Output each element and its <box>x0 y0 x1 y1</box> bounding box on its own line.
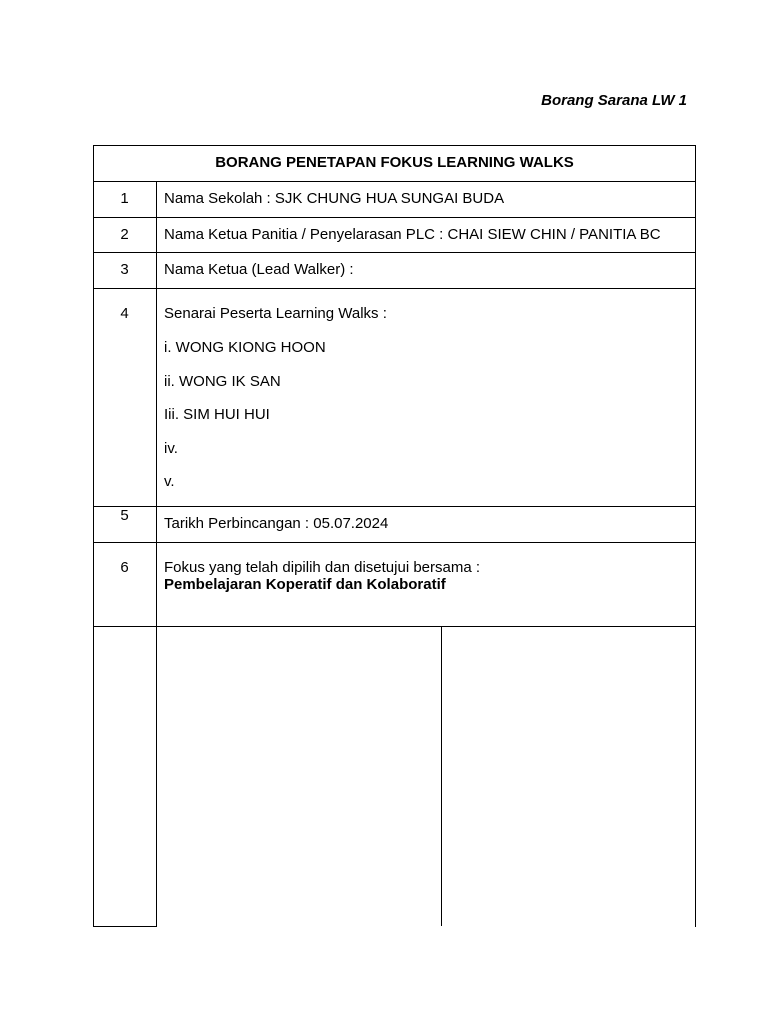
focus-label: Fokus yang telah dipilih dan disetujui bersama : <box>164 559 481 576</box>
selected-focus: Pembelajaran Koperatif dan Kolaboratif <box>164 576 446 593</box>
panel-head-name: Nama Ketua Panitia / Penyelarasan PLC : CHAI SIEW CHIN / PANITIA BC <box>164 226 661 243</box>
table-border-bottom <box>93 926 157 927</box>
form-title: BORANG PENETAPAN FOKUS LEARNING WALKS <box>215 154 574 171</box>
table-border-right <box>695 145 696 927</box>
row-divider <box>93 506 696 507</box>
participant-item: iv. <box>164 440 178 457</box>
participants-label: Senarai Peserta Learning Walks : <box>164 305 387 322</box>
participant-item: Iii. SIM HUI HUI <box>164 406 270 423</box>
row-divider <box>93 181 696 182</box>
row-number: 6 <box>120 559 129 576</box>
lower-column-divider <box>441 626 442 926</box>
row-number: 1 <box>120 190 129 207</box>
row-divider <box>93 217 696 218</box>
participant-item: i. WONG KIONG HOON <box>164 339 326 356</box>
row-divider <box>93 542 696 543</box>
row-number: 4 <box>120 305 129 322</box>
table-border-top <box>93 145 696 146</box>
row-number: 5 <box>120 507 129 524</box>
row-divider <box>93 626 696 627</box>
row-number: 2 <box>120 226 129 243</box>
row-number: 3 <box>120 261 129 278</box>
row-divider <box>93 252 696 253</box>
participant-item: ii. WONG IK SAN <box>164 373 281 390</box>
form-code: Borang Sarana LW 1 <box>541 92 687 109</box>
focus-form-table <box>93 145 696 927</box>
number-column-divider <box>156 181 157 927</box>
lead-walker-name: Nama Ketua (Lead Walker) : <box>164 261 354 278</box>
discussion-date: Tarikh Perbincangan : 05.07.2024 <box>164 515 389 532</box>
participant-item: v. <box>164 473 175 490</box>
row-divider <box>93 288 696 289</box>
school-name: Nama Sekolah : SJK CHUNG HUA SUNGAI BUDA <box>164 190 505 207</box>
